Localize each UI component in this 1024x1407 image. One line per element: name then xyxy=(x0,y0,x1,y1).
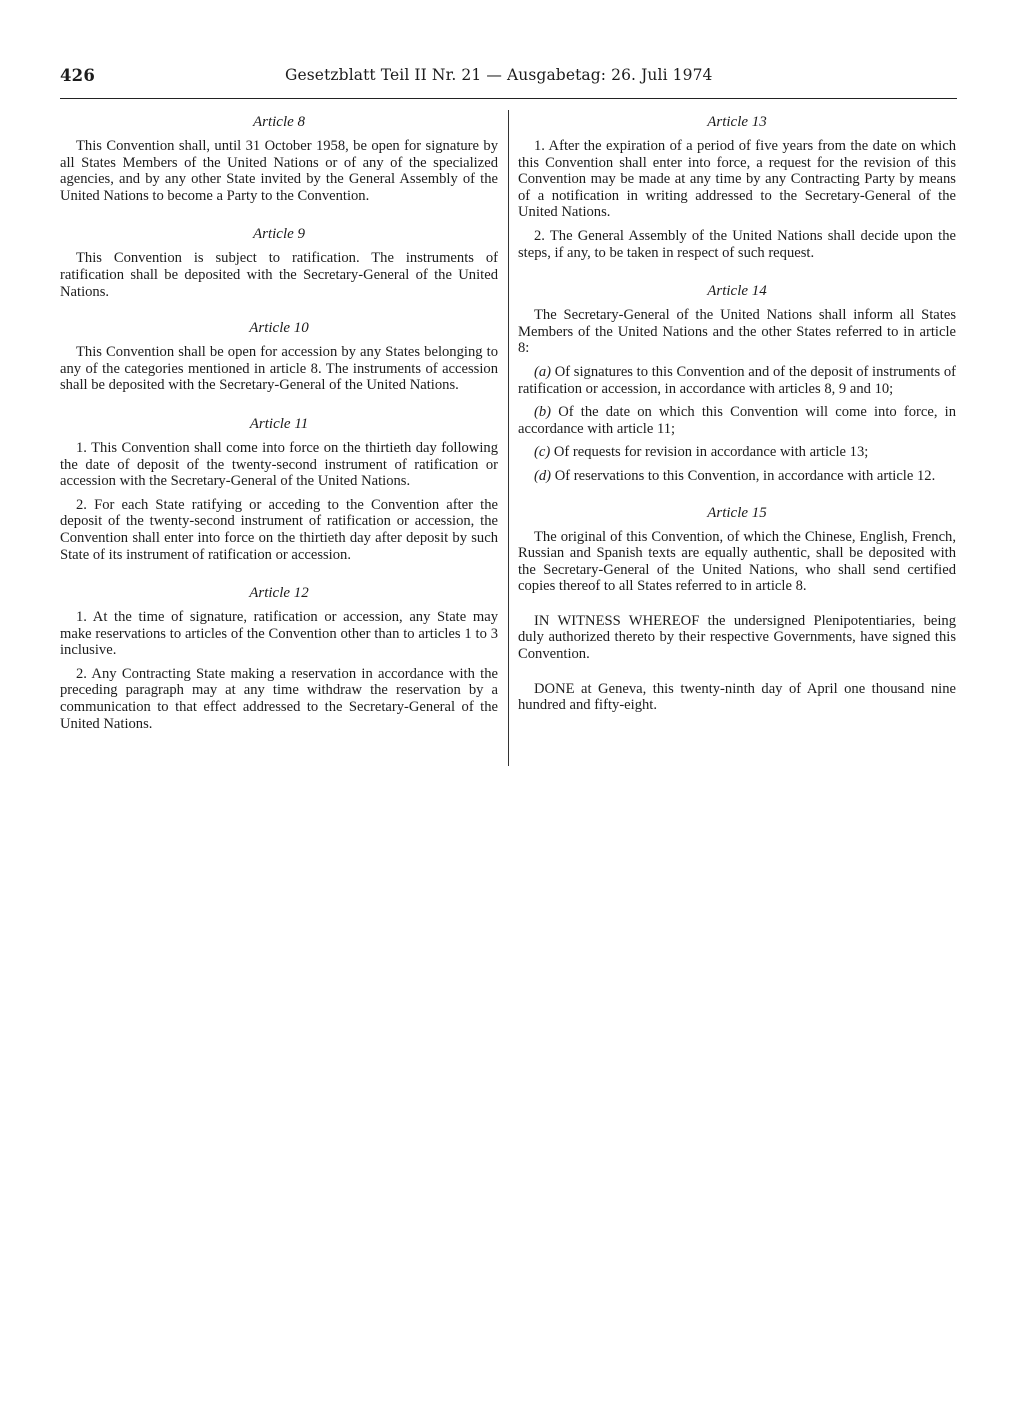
closing-clauses xyxy=(518,613,956,714)
article-heading: Article 10 xyxy=(249,320,309,337)
header-rule xyxy=(60,98,957,99)
article-11 xyxy=(60,414,498,563)
article-14 xyxy=(518,281,956,484)
item-text: Of reservations to this Convention, in accordance with article 12. xyxy=(554,467,936,484)
item-letter: (d) xyxy=(534,467,552,484)
article-heading: Article 9 xyxy=(252,226,306,243)
item-letter: (b) xyxy=(534,404,552,421)
article-heading: Article 8 xyxy=(252,114,306,130)
article-paragraph: 2. The General Assembly of the United Nations shall decide upon the steps, if any, to be taken in respect of such request. xyxy=(518,227,956,261)
item-text: Of the date on which this Convention will come into force, in accordance with article 11; xyxy=(518,404,956,437)
article-paragraph: 2. Any Contracting State making a reservation in accordance with the preceding paragraph may at any time withdraw the reservation by a communication to that effect addressed to the Secretary-General of the United Nations. xyxy=(60,665,498,732)
article-15 xyxy=(518,503,956,595)
article-paragraph: This Convention shall, until 31 October 1958, be open for signature by all States Members of the United Nations or of any of the specialized agencies, and by any other State invited by the General Assembly of the United Nations to become a Party to the Convention. xyxy=(60,138,498,204)
item-text: Of signatures to this Convention and of the deposit of instruments of ratification or accession, in accordance with articles 8, 9 and 10; xyxy=(518,363,956,397)
article-paragraph: This Convention shall be open for accession by any States belonging to any of the categories mentioned in article 8. The instruments of accession shall be deposited with the Secretary-General of the United Nations. xyxy=(60,344,498,394)
article-paragraph: 1. After the expiration of a period of five years from the date on which this Convention shall enter into force, a request for the revision of this Convention may be made at any time by any Contracting Party by means of a notification in writing addressed to the Secretary-General of the United Nations. xyxy=(518,138,956,221)
page-header xyxy=(60,66,956,92)
article-12 xyxy=(60,583,498,732)
column-divider xyxy=(508,110,509,766)
article-list-item xyxy=(518,364,956,397)
article-paragraph: 1. This Convention shall come into force on the thirtieth day following the date of deposit of the twenty-second instrument of ratification or accession with the Secretary-General of the United Nations. xyxy=(60,439,498,490)
article-paragraph: 2. For each State ratifying or acceding to the Convention after the deposit of the twenty-second instrument of ratification or accession, the Convention shall enter into force on the thirtieth day after deposit by such State of its instrument of ratification or accession. xyxy=(60,496,498,563)
item-letter: (a) xyxy=(534,363,552,380)
page-number: 426 xyxy=(60,66,96,85)
left-column xyxy=(60,112,498,739)
done-clause: DONE at Geneva, this twenty-ninth day of April one thousand nine hundred and fifty-eight. xyxy=(518,680,956,714)
article-9 xyxy=(60,224,498,300)
article-heading: Article 15 xyxy=(707,504,767,521)
article-10 xyxy=(60,318,498,394)
article-list-item xyxy=(518,404,956,437)
article-heading: Article 13 xyxy=(707,114,767,130)
item-text: Of requests for revision in accordance with article 13; xyxy=(553,444,869,461)
article-paragraph: 1. At the time of signature, ratification or accession, any State may make reservations to articles of the Convention other than to articles 1 to 3 inclusive. xyxy=(60,609,498,659)
article-heading: Article 12 xyxy=(249,585,309,602)
article-13 xyxy=(518,112,956,261)
article-list-item xyxy=(518,468,956,485)
item-letter: (c) xyxy=(534,444,551,461)
article-heading: Article 14 xyxy=(707,283,767,300)
article-paragraph: This Convention is subject to ratification. The instruments of ratification shall be deposited with the Secretary-General of the United Nations. xyxy=(60,250,498,300)
witness-clause: IN WITNESS WHEREOF the undersigned Plenipotentiaries, being duly authorized thereto by their respective Governments, have signed this Convention. xyxy=(518,612,956,663)
article-paragraph: The Secretary-General of the United Nations shall inform all States Members of the United Nations and the other States referred to in article 8: xyxy=(518,307,956,357)
article-heading: Article 11 xyxy=(249,415,309,432)
running-head: Gesetzblatt Teil II Nr. 21 — Ausgabetag: 26. Juli 1974 xyxy=(285,66,713,84)
article-list-item xyxy=(518,444,956,461)
right-column xyxy=(518,112,956,721)
article-paragraph: The original of this Convention, of which the Chinese, English, French, Russian and Spanish texts are equally authentic, shall be deposited with the Secretary-General of the United Nations, who shall send certified copies thereof to all States referred to in article 8. xyxy=(518,528,956,595)
article-8 xyxy=(60,112,498,204)
